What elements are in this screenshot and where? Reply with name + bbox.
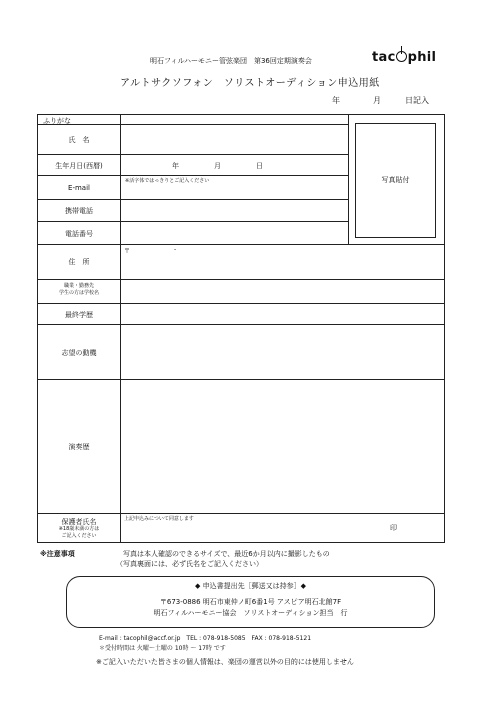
row-line — [38, 513, 444, 514]
privacy-note: ※ご記入いただいた皆さまの個人情報は、楽団の運営以外の目的には使用しません — [96, 658, 354, 666]
birth-month-unit: 月 — [214, 162, 221, 170]
submission-address: 〒673-0886 明石市東仲ノ町6番1号 アスピア明石北館7F — [159, 598, 342, 606]
guardian-note-line2: ご記入ください — [61, 533, 97, 539]
submission-recipient: 明石フィルハーモニー協会 ソリストオーディション担当 行 — [153, 609, 348, 617]
birthdate-label: 生年月日(西暦) — [55, 162, 103, 170]
education-label: 最終学歴 — [65, 311, 93, 319]
motivation-label: 志望の動機 — [61, 349, 97, 357]
row-line — [38, 379, 444, 380]
row-line — [38, 324, 444, 325]
postal-dash: - — [174, 246, 177, 253]
logo-text-suffix: phil — [407, 50, 437, 65]
tacophil-logo — [372, 50, 436, 65]
date-day-label: 日記入 — [405, 96, 429, 105]
seal-mark: 印 — [390, 524, 397, 532]
mobile-phone-label: 携帯電話 — [65, 207, 93, 215]
form-title: アルトサクソフォン ソリストオーディション申込用紙 — [120, 78, 380, 89]
occupation-label-line2: 学生の方は学校名 — [58, 290, 99, 296]
row-line — [38, 303, 444, 304]
phone-number-label: 電話番号 — [65, 230, 93, 238]
row-line — [38, 279, 444, 280]
postal-mark: 〒 — [124, 248, 131, 255]
occupation-label-line1: 職業・勤務先 — [63, 283, 94, 289]
photo-note-detail: （写真裏面には、必ず氏名をご記入ください） — [116, 560, 263, 568]
email-note: ※活字体ではっきりとご記入ください — [125, 178, 210, 184]
photo-attach-label: 写真貼付 — [381, 176, 410, 184]
birth-year-unit: 年 — [172, 162, 179, 170]
birth-day-unit: 日 — [256, 162, 263, 170]
logo-text-prefix: tac — [372, 50, 396, 65]
row-line — [38, 199, 348, 200]
date-month-label: 月 — [373, 96, 381, 105]
row-line — [38, 154, 348, 155]
address-label: 住 所 — [68, 258, 90, 266]
guardian-label: 保護者氏名 — [61, 518, 97, 526]
row-line — [38, 175, 348, 176]
date-year-label: 年 — [332, 96, 340, 105]
performance-history-label: 演奏歴 — [68, 443, 90, 451]
reception-hours: ＊受付時間は 火曜～土曜の 10時 ～ 17時 です — [99, 645, 226, 652]
notes-heading: ※注意事項 — [40, 550, 75, 558]
name-label: 氏 名 — [68, 136, 90, 144]
organization-line: 明石フィルハーモニー管弦楽団 第36回定期演奏会 — [150, 57, 312, 65]
contact-info: E-mail : tacophil@accf.or.jp TEL : 078-918-5085 FAX : 078-918-5121 — [99, 635, 312, 642]
row-line — [38, 221, 348, 222]
guardian-consent: 上記申込みについて同意します — [124, 516, 194, 522]
submission-box — [66, 576, 435, 628]
logo-o-icon — [396, 51, 407, 62]
occupation-label — [38, 283, 120, 297]
guardian-note — [38, 526, 120, 540]
photo-column-divider — [348, 115, 349, 244]
row-line — [38, 244, 444, 245]
submission-heading: ◆ 申込書提出先［郵送又は持参］◆ — [195, 582, 306, 590]
guardian-note-line1: ※18歳未満の方は — [58, 526, 100, 532]
label-column-divider — [120, 115, 121, 542]
furigana-label: ふりがな — [43, 117, 71, 125]
photo-attach-box — [355, 123, 436, 238]
photo-note: 写真は本人確認のできるサイズで、最近6か月以内に撮影したもの — [123, 550, 330, 558]
email-label: E-mail — [68, 184, 90, 192]
application-form — [37, 114, 445, 543]
